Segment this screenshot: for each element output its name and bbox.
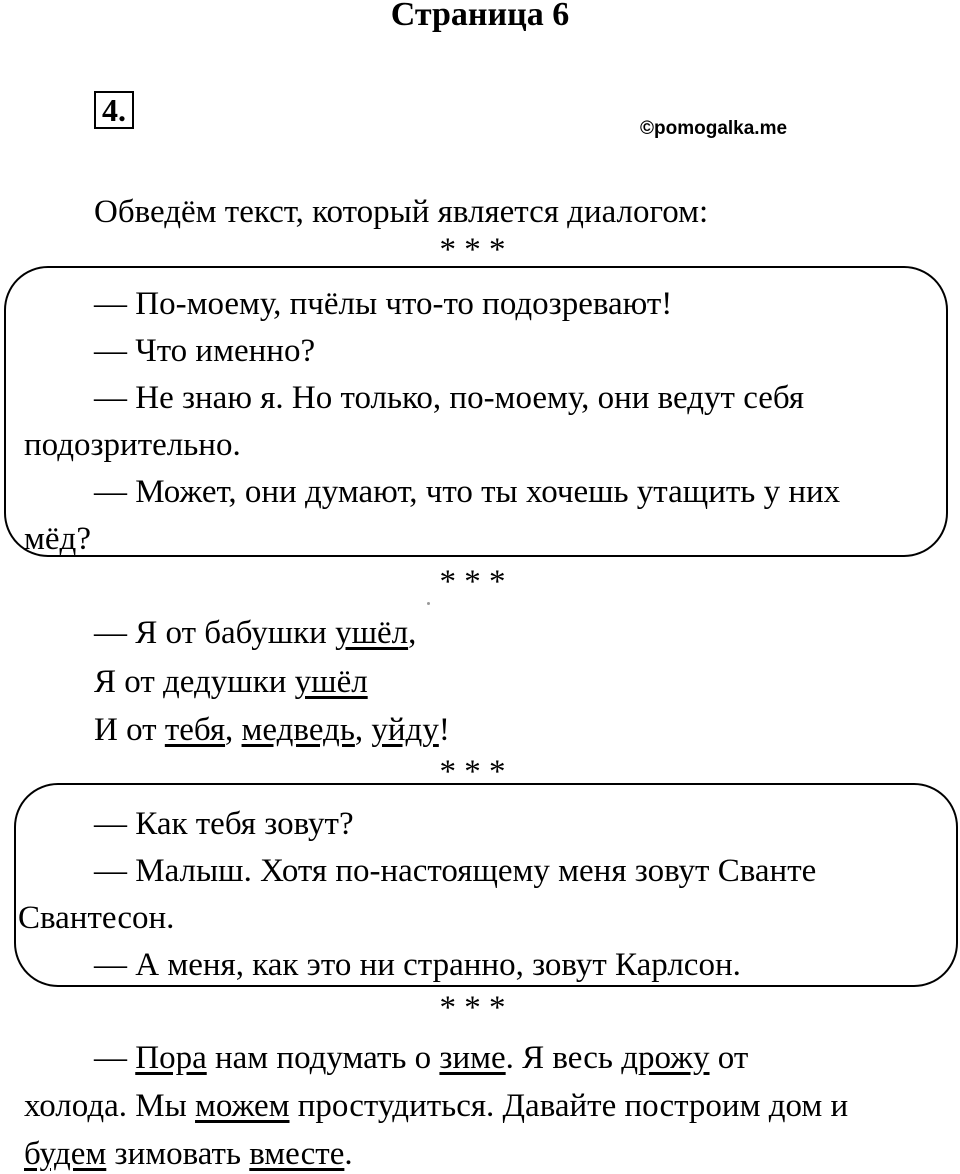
watermark: ©pomogalka.me	[640, 118, 788, 139]
dialog-2-line-4: — А меня, как это ни странно, зовут Карлсон.	[94, 947, 741, 983]
separator-3: * * *	[439, 754, 506, 790]
dialog-2-line-1: — Как тебя зовут?	[94, 806, 354, 842]
last-line-1: — Пора нам подумать о зиме. Я весь дрожу от	[94, 1040, 749, 1076]
dialog-1-line-6: мёд?	[24, 521, 91, 557]
last-line-2: холода. Мы можем простудиться. Давайте построим дом и	[24, 1088, 849, 1124]
separator-4: * * *	[439, 990, 506, 1026]
poem-line-3: И от тебя, медведь, уйду!	[94, 712, 450, 748]
poem-line-1: — Я от бабушки ушёл,	[94, 615, 417, 651]
intro-text: Обведём текст, который является диалогом:	[94, 194, 709, 230]
dialog-2-line-2: — Малыш. Хотя по-настоящему меня зовут Сванте	[94, 853, 817, 889]
task-number-box: 4.	[94, 91, 134, 129]
dialog-1-line-3: — Не знаю я. Но только, по-моему, они ведут себя	[94, 380, 805, 416]
separator-1: * * *	[439, 232, 506, 268]
last-line-3: будем зимовать вместе.	[24, 1136, 353, 1172]
separator-2: * * *	[439, 564, 506, 600]
scan-dot	[427, 602, 430, 605]
dialog-1-line-2: — Что именно?	[94, 333, 316, 369]
poem-line-2: Я от дедушки ушёл	[94, 664, 368, 700]
dialog-2-line-3: Свантесон.	[18, 900, 175, 936]
dialog-1-line-1: — По-моему, пчёлы что-то подозревают!	[94, 286, 673, 322]
dialog-1-line-5: — Может, они думают, что ты хочешь утащить у них	[94, 474, 841, 510]
dialog-1-line-4: подозрительно.	[24, 427, 241, 463]
page-title: Страница 6	[390, 0, 570, 33]
